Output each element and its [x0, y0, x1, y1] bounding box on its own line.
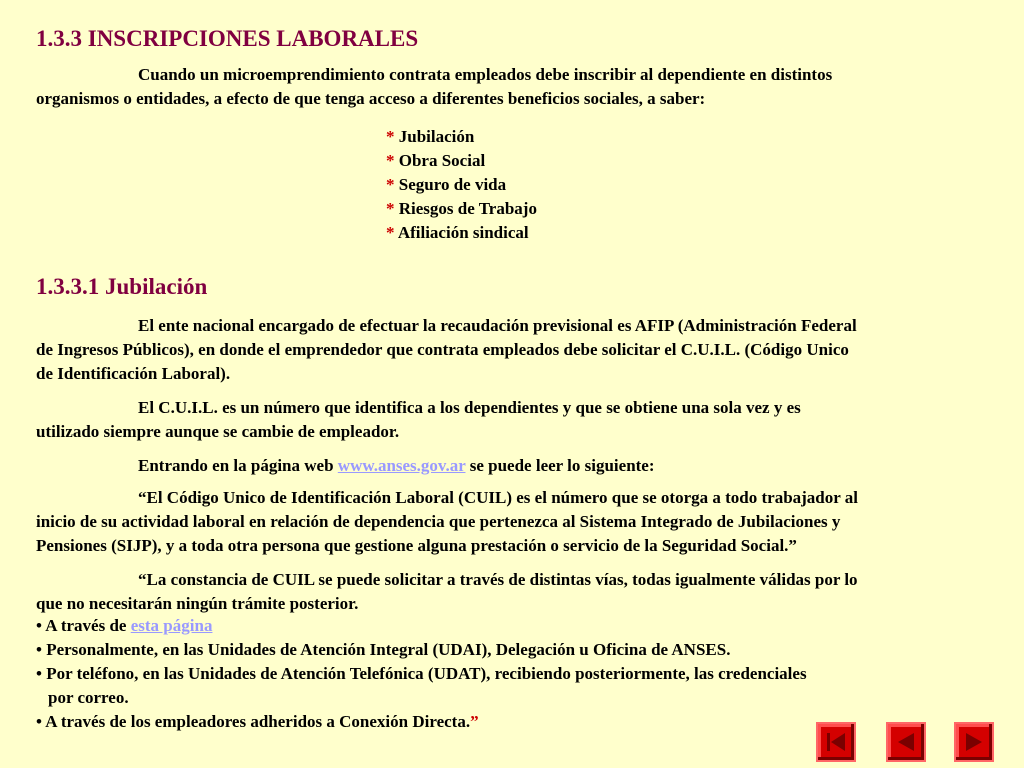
section-title: 1.3.3 INSCRIPCIONES LABORALES [36, 26, 419, 51]
previous-slide-button[interactable] [886, 722, 926, 762]
intro-paragraph [36, 63, 992, 111]
list-item: * Seguro de vida [386, 175, 507, 194]
anses-link[interactable]: www.anses.gov.ar [337, 456, 466, 475]
list-item: * Riesgos de Trabajo [386, 199, 537, 218]
star-bullet: * [386, 223, 395, 242]
request-ways-list [36, 614, 807, 734]
quote-cuil-request: “La constancia de CUIL se puede solicitar a través de distintas vías, todas igualmente válidas por lo que no necesitarán ningún trámite posterior. [36, 570, 858, 613]
cuil-paragraph: El C.U.I.L. es un número que identifica a los dependientes y que se obtiene una sola vez y es utilizado siempre aunque se cambie de empleador. [36, 398, 801, 441]
afip-paragraph: El ente nacional encargado de efectuar la recaudación previsional es AFIP (Administración Federal de Ingresos Públicos), en donde el emprendedor que contrata empleados debe solicitar el C.U.I.L. (Código Unico de Identificación Laboral). [36, 316, 857, 383]
first-slide-button[interactable] [816, 722, 856, 762]
list-item: * Obra Social [386, 151, 486, 170]
closing-quote: ” [470, 712, 479, 731]
next-slide-button[interactable] [954, 722, 994, 762]
intro-line-1: Cuando un microemprendimiento contrata empleados debe inscribir al dependiente en distintos [138, 65, 833, 84]
previous-slide-icon [892, 728, 920, 756]
first-slide-icon [822, 728, 850, 756]
anses-paragraph: Entrando en la página web www.anses.gov.ar se puede leer lo siguiente: [138, 456, 655, 475]
list-item: • Personalmente, en las Unidades de Atención Integral (UDAI), Delegación u Oficina de ANSES. [36, 640, 731, 659]
star-bullet: * [386, 151, 395, 170]
subsection-title: 1.3.3.1 Jubilación [36, 274, 208, 299]
list-item: * Afiliación sindical [386, 223, 529, 242]
next-slide-icon [960, 728, 988, 756]
star-bullet: * [386, 175, 395, 194]
star-bullet: * [386, 199, 395, 218]
list-item: • A través de los empleadores adheridos a Conexión Directa.” [36, 712, 479, 731]
benefits-list [386, 125, 537, 245]
list-item: • A través de esta página [36, 616, 213, 635]
quote-cuil-definition: “El Código Unico de Identificación Laboral (CUIL) es el número que se otorga a todo trabajador al inicio de su actividad laboral en relación de dependencia que pertenezca al Sistema Integrado de Jubilaciones y Pensiones (SIJP), y a toda otra persona que gestione alguna prestación o servicio de la Seguridad Social.” [36, 488, 858, 555]
list-item: • Por teléfono, en las Unidades de Atención Telefónica (UDAT), recibiendo posteriormente, las credenciales por correo. [36, 664, 807, 707]
esta-pagina-link[interactable]: esta página [130, 616, 213, 635]
intro-line-2: organismos o entidades, a efecto de que tenga acceso a diferentes beneficios sociales, a saber: [36, 89, 706, 108]
star-bullet: * [386, 127, 395, 146]
list-item: * Jubilación [386, 127, 475, 146]
